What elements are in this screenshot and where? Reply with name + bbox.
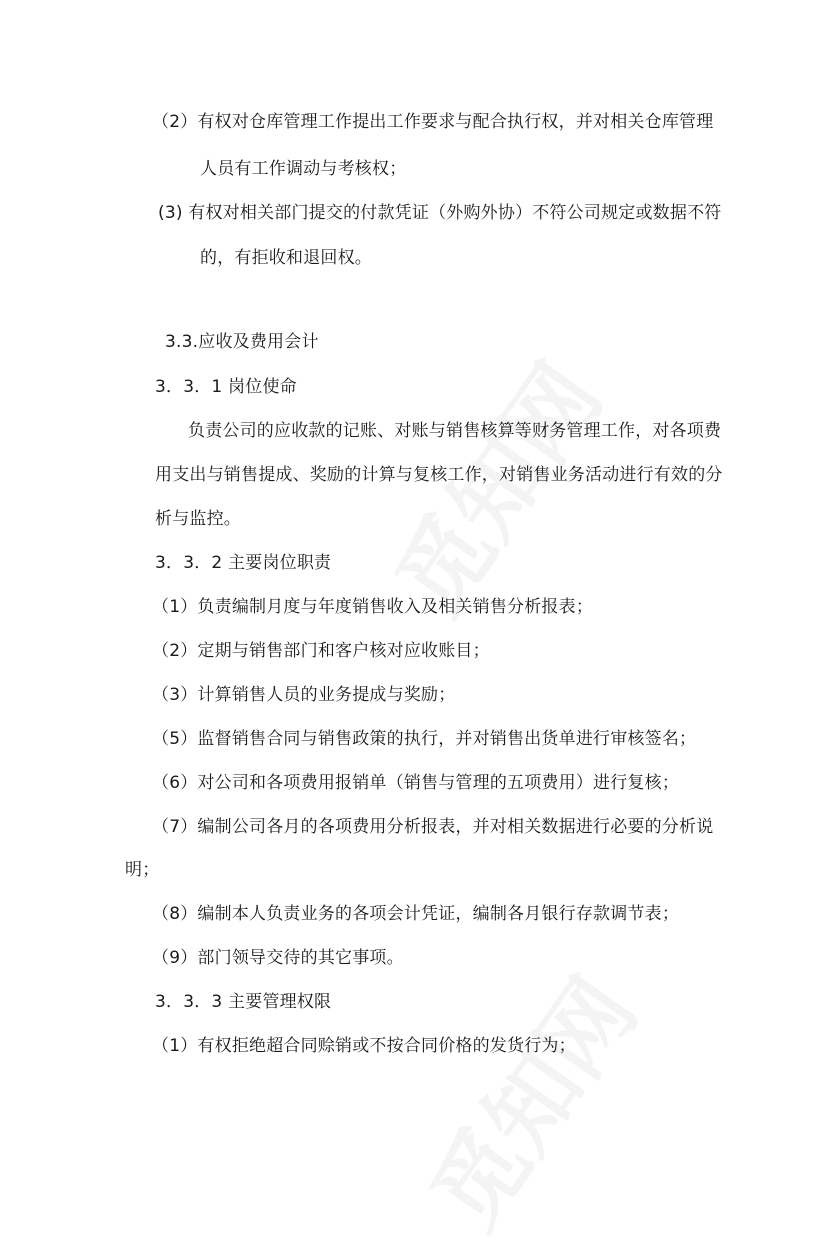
paragraph-line: (3) 有权对相关部门提交的付款凭证（外购外协）不符公司规定或数据不符 [158,203,722,223]
paragraph-line: 析与监控。 [155,509,241,529]
paragraph-line: （2）有权对仓库管理工作提出工作要求与配合执行权，并对相关仓库管理 [152,112,714,132]
list-item: （1）负责编制月度与年度销售收入及相关销售分析报表； [152,597,594,617]
list-item: （6）对公司和各项费用报销单（销售与管理的五项费用）进行复核； [152,773,680,793]
watermark [395,948,661,1250]
subsection-heading: 3．3．1 岗位使命 [155,377,297,397]
subsection-heading: 3．3．3 主要管理权限 [155,992,332,1012]
list-item: （2）定期与销售部门和客户核对应收账目； [152,641,490,661]
paragraph-line: 负责公司的应收款的记账、对账与销售核算等财务管理工作，对各项费 [188,421,722,441]
paragraph-line: 人员有工作调动与考核权； [200,159,407,179]
list-item: （7）编制公司各月的各项费用分析报表，并对相关数据进行必要的分析说 [152,817,714,837]
paragraph-line: 的，有拒收和退回权。 [200,248,372,268]
list-item: （1）有权拒绝超合同赊销或不按合同价格的发货行为； [152,1036,576,1056]
subsection-heading: 3．3．2 主要岗位职责 [155,553,332,573]
list-item: （8）编制本人负责业务的各项会计凭证，编制各月银行存款调节表； [152,904,680,924]
list-item: （3）计算销售人员的业务提成与奖励； [152,685,456,705]
section-heading: 3.3.应收及费用会计 [165,332,319,352]
list-item: （9）部门领导交待的其它事项。 [152,948,404,968]
list-item-continuation: 明； [125,860,160,880]
list-item: （5）监督销售合同与销售政策的执行，并对销售出货单进行审核签名； [152,729,697,749]
paragraph-line: 用支出与销售提成、奖励的计算与复核工作，对销售业务活动进行有效的分 [155,465,723,485]
